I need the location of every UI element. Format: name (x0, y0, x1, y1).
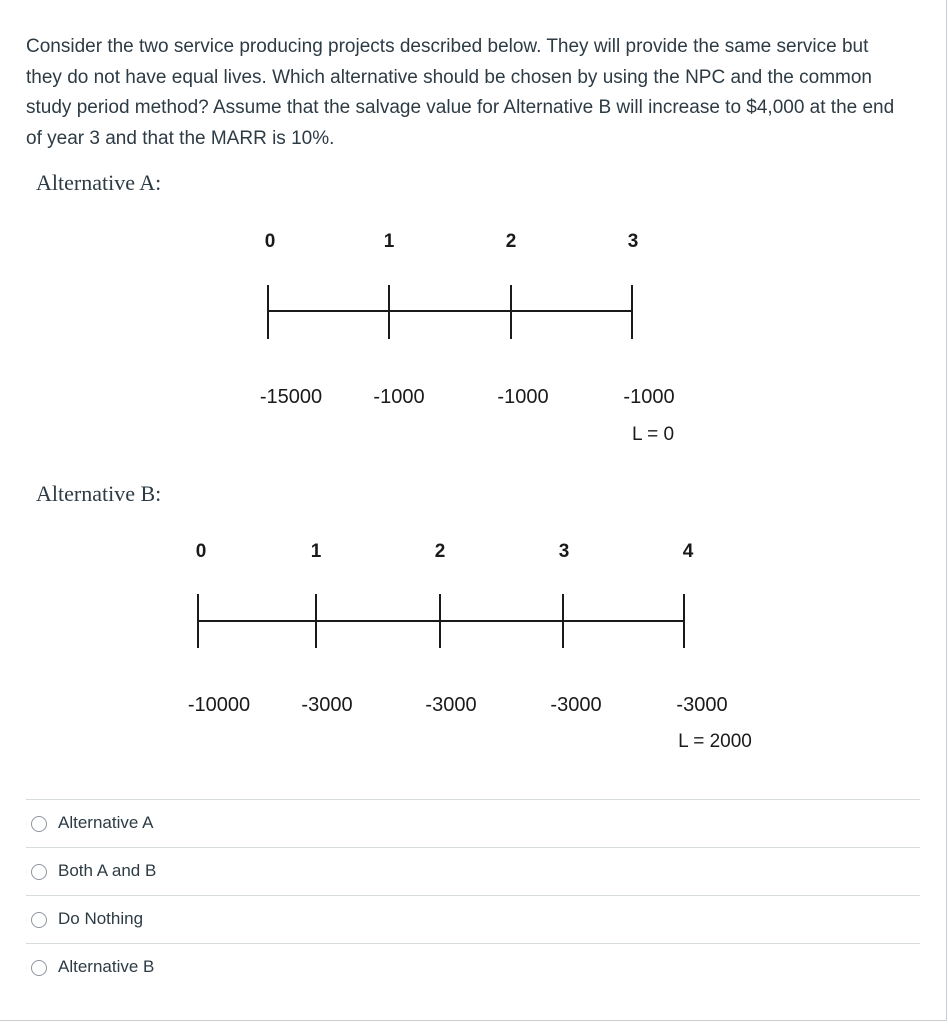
radio-button[interactable] (31, 816, 47, 832)
timeline-a-period-3: 3 (627, 231, 639, 252)
timeline-b-cash-4: -3000 (676, 694, 728, 716)
timeline-b-period-0: 0 (195, 541, 207, 562)
timeline-a-cash-3: -1000 (623, 386, 675, 408)
answer-option-alternative-b[interactable] (26, 943, 920, 991)
answer-label[interactable]: Do Nothing (58, 909, 144, 928)
radio-button[interactable] (31, 960, 47, 976)
answer-label[interactable]: Alternative B (58, 957, 155, 976)
timeline-b-cash-2: -3000 (425, 694, 477, 716)
timeline-a-cash-0: -15000 (259, 386, 323, 408)
timeline-b-cash-3: -3000 (550, 694, 602, 716)
timeline-b-period-3: 3 (558, 541, 570, 562)
radio-button[interactable] (31, 912, 47, 928)
timeline-b-period-4: 4 (682, 541, 694, 562)
question-text: Consider the two service producing projects described below. They will provide the same service but they do not have equal lives. Which alternative should be chosen by using the NPC and the common study period method? Assume that the salvage value for Alternative B will increase to $4,000 at the end of year 3 and that the MARR is 10%. (26, 36, 895, 149)
timeline-b-cash-1: -3000 (301, 694, 353, 716)
timeline-b-salvage: L = 2000 (678, 731, 752, 752)
answer-label[interactable]: Both A and B (58, 861, 157, 880)
answer-label[interactable]: Alternative A (58, 813, 154, 832)
alternative-b-title: Alternative B: (36, 481, 162, 506)
answer-option-alternative-a[interactable] (26, 799, 920, 847)
timeline-a-salvage: L = 0 (631, 424, 675, 445)
timeline-b-period-2: 2 (434, 541, 446, 562)
timeline-a-cash-1: -1000 (373, 386, 425, 408)
timeline-a-period-2: 2 (505, 231, 517, 252)
timeline-b-cash-0: -10000 (187, 694, 251, 716)
answer-option-both-a-and-b[interactable] (26, 847, 920, 895)
answer-option-do-nothing[interactable] (26, 895, 920, 943)
timeline-a-cash-2: -1000 (497, 386, 549, 408)
timeline-a-period-0: 0 (264, 231, 276, 252)
answer-list (26, 799, 920, 991)
alternative-a-title: Alternative A: (36, 170, 162, 195)
timeline-a-period-1: 1 (383, 231, 395, 252)
timeline-b-period-1: 1 (310, 541, 322, 562)
radio-button[interactable] (31, 864, 47, 880)
